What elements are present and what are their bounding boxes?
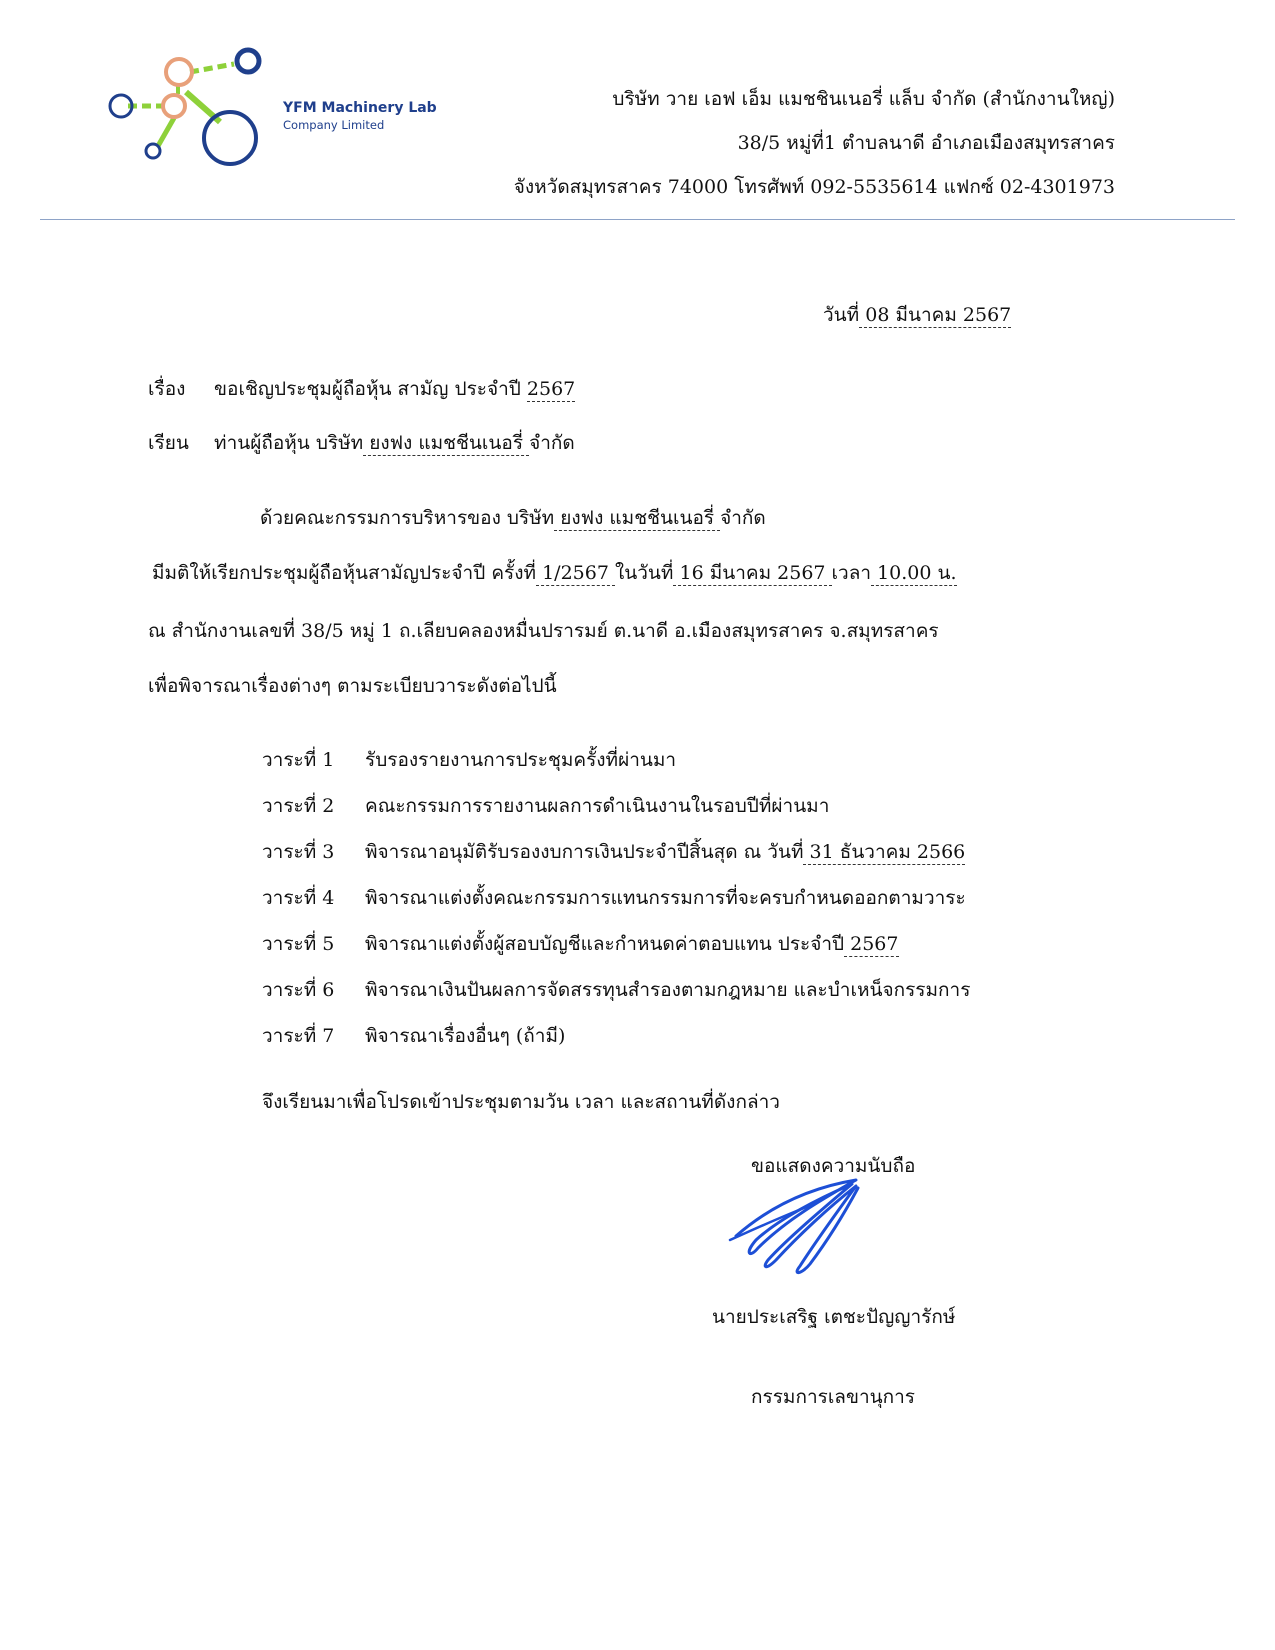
p2-text-b: ในวันที่ <box>614 562 674 584</box>
meeting-location: ณ สำนักงานเลขที่ 38/5 หมู่ 1 ถ.เลียบคลองหมื่นปรารมย์ ต.นาดี อ.เมืองสมุทรสาคร จ.สมุทรสาคร <box>148 620 939 642</box>
date-label: วันที่ <box>823 304 860 326</box>
agenda-text: พิจารณาอนุมัติรับรองงบการเงินประจำปีสิ้นสุด ณ วันที่ <box>365 841 804 863</box>
agenda-number: วาระที่ 4 <box>262 887 335 909</box>
p1-prefix: ด้วยคณะกรรมการบริหารของ บริษัท <box>260 507 555 529</box>
agenda-number: วาระที่ 7 <box>262 1025 335 1047</box>
addressee-label: เรียน <box>148 432 189 454</box>
p2-text-a: มีมติให้เรียกประชุมผู้ถือหุ้นสามัญประจำปี ครั้งที่ <box>152 562 537 584</box>
agenda-text: พิจารณาเงินปันผลการจัดสรรทุนสำรองตามกฎหมาย และบำเหน็จกรรมการ <box>365 979 971 1001</box>
agenda-intro: เพื่อพิจารณาเรื่องต่างๆ ตามระเบียบวาระดังต่อไปนี้ <box>148 675 557 697</box>
p2-text-c: เวลา <box>831 562 872 584</box>
signer-name: นายประเสริฐ เตชะปัญญารักษ์ <box>712 1306 956 1328</box>
p1-suffix: จำกัด <box>720 507 766 529</box>
date-value: 08 มีนาคม 2567 <box>859 304 1012 326</box>
agenda-item <box>262 745 970 791</box>
handwritten-signature <box>728 1178 888 1278</box>
agenda-underlined: 2567 <box>844 933 899 955</box>
agenda-underlined: 31 ธันวาคม 2566 <box>803 841 966 863</box>
agenda-number: วาระที่ 3 <box>262 841 335 863</box>
letter-addressee <box>148 428 575 458</box>
signer-position: กรรมการเลขานุการ <box>751 1386 915 1408</box>
logo-company-name: YFM Machinery Lab <box>283 100 437 116</box>
p1-company: ยงฟง แมชชีนเนอรี่ <box>554 507 721 529</box>
body-paragraph-1 <box>260 503 766 533</box>
letterhead-company-name: บริษัท วาย เอฟ เอ็ม แมชชินเนอรี่ แล็บ จำกัด (สำนักงานใหญ่) <box>612 88 1115 110</box>
subject-year: 2567 <box>526 378 576 400</box>
addressee-suffix: จำกัด <box>529 432 575 454</box>
agenda-item <box>262 975 970 1021</box>
meeting-date: 16 มีนาคม 2567 <box>673 562 832 584</box>
agenda-text: พิจารณาแต่งตั้งผู้สอบบัญชีและกำหนดค่าตอบแทน ประจำปี <box>365 933 845 955</box>
subject-text: ขอเชิญประชุมผู้ถือหุ้น สามัญ ประจำปี <box>214 378 521 400</box>
meeting-time: 10.00 น. <box>871 562 957 584</box>
company-logo <box>108 44 437 174</box>
subject-label: เรื่อง <box>148 378 186 400</box>
logo-company-subtitle: Company Limited <box>283 118 385 132</box>
agenda-item <box>262 929 970 975</box>
letterhead-contact: จังหวัดสมุทรสาคร 74000 โทรศัพท์ 092-5535614 แฟกซ์ 02-4301973 <box>513 176 1115 198</box>
header-divider <box>40 219 1235 220</box>
agenda-list <box>262 745 970 1067</box>
letterhead-address: 38/5 หมู่ที่1 ตำบลนาดี อำเภอเมืองสมุทรสาคร <box>737 132 1115 154</box>
agenda-number: วาระที่ 1 <box>262 749 335 771</box>
molecule-logo-icon <box>108 44 278 174</box>
agenda-number: วาระที่ 5 <box>262 933 335 955</box>
agenda-number: วาระที่ 6 <box>262 979 335 1001</box>
agenda-item <box>262 1021 970 1067</box>
meeting-number: 1/2567 <box>536 562 615 584</box>
agenda-text: รับรองรายงานการประชุมครั้งที่ผ่านมา <box>365 749 677 771</box>
addressee-company: ยงฟง แมชชีนเนอรี่ <box>363 432 530 454</box>
agenda-item <box>262 791 970 837</box>
agenda-text: คณะกรรมการรายงานผลการดำเนินงานในรอบปีที่ผ่านมา <box>365 795 830 817</box>
agenda-number: วาระที่ 2 <box>262 795 335 817</box>
body-paragraph-2 <box>152 558 957 588</box>
agenda-item <box>262 837 970 883</box>
regards: ขอแสดงความนับถือ <box>751 1155 916 1177</box>
agenda-text: พิจารณาแต่งตั้งคณะกรรมการแทนกรรมการที่จะครบกำหนดออกตามวาระ <box>365 887 966 909</box>
agenda-text: พิจารณาเรื่องอื่นๆ (ถ้ามี) <box>365 1025 566 1047</box>
letter-date <box>823 300 1011 330</box>
addressee-prefix: ท่านผู้ถือหุ้น บริษัท <box>214 432 364 454</box>
agenda-item <box>262 883 970 929</box>
letter-subject <box>148 374 575 404</box>
closing-sentence: จึงเรียนมาเพื่อโปรดเข้าประชุมตามวัน เวลา และสถานที่ดังกล่าว <box>262 1091 780 1113</box>
